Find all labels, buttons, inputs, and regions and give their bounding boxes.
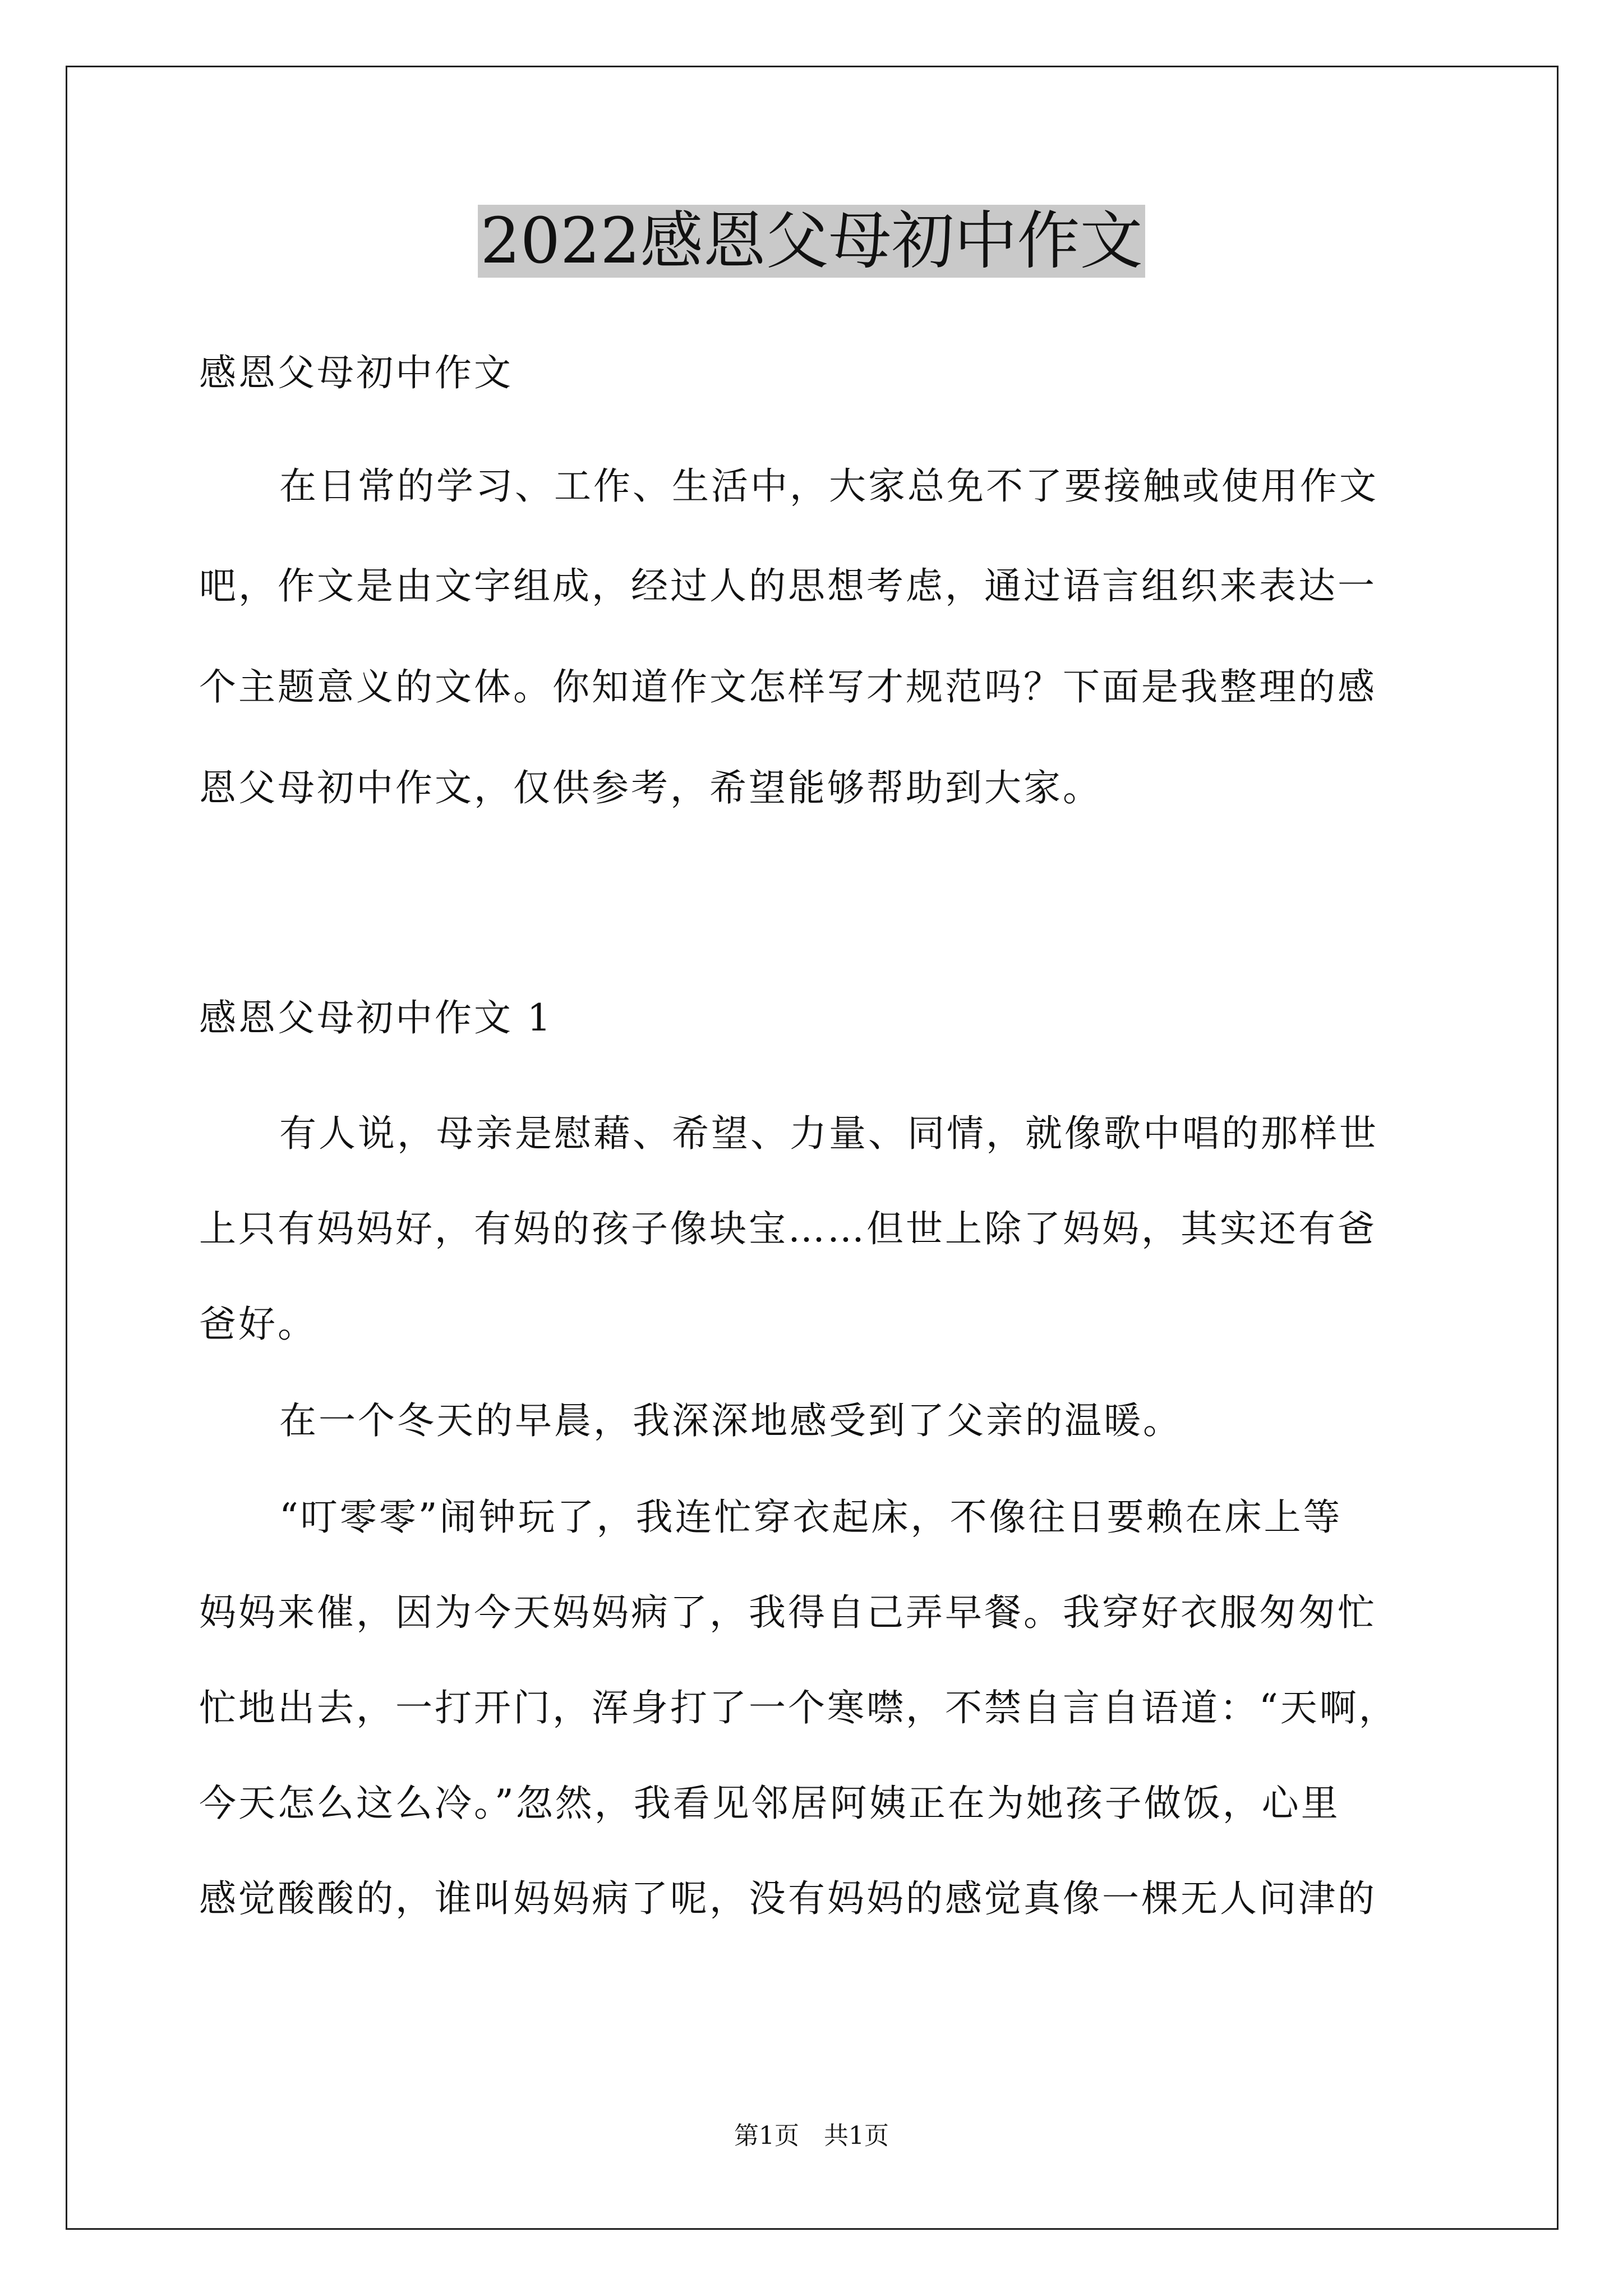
paragraph-line: 今天怎么这么冷。”忽然，我看见邻居阿姨正在为她孩子做饭，心里 — [199, 1782, 1340, 1825]
paragraph-line: 妈妈来催，因为今天妈妈病了，我得自己弄早餐。我穿好衣服匆匆忙 — [199, 1591, 1377, 1634]
subtitle: 感恩父母初中作文 — [199, 351, 513, 394]
paragraph-line: 在一个冬天的早晨，我深深地感受到了父亲的温暖。 — [279, 1399, 1182, 1442]
intro-line: 个主题意义的文体。你知道作文怎样写才规范吗？下面是我整理的感 — [199, 665, 1377, 708]
paragraph-line: 有人说，母亲是慰藉、希望、力量、同情，就像歌中唱的那样世 — [279, 1112, 1378, 1155]
intro-line: 吧，作文是由文字组成，经过人的思想考虑，通过语言组织来表达一 — [199, 564, 1377, 608]
paragraph-line: 爸好。 — [199, 1303, 317, 1346]
paragraph-line: “叮零零”闹钟玩了，我连忙穿衣起床，不像往日要赖在床上等 — [279, 1496, 1343, 1539]
paragraph-line: 上只有妈妈好，有妈的孩子像块宝……但世上除了妈妈，其实还有爸 — [199, 1207, 1377, 1250]
paragraph-line: 忙地出去，一打开门，浑身打了一个寒噤，不禁自言自语道：“天啊， — [199, 1686, 1398, 1729]
title-highlight: 2022感恩父母初中作文 — [478, 205, 1145, 278]
document-title — [0, 202, 1623, 280]
intro-line: 恩父母初中作文，仅供参考，希望能够帮助到大家。 — [199, 766, 1102, 809]
section-heading: 感恩父母初中作文 1 — [199, 996, 553, 1039]
paragraph-line: 感觉酸酸的，谁叫妈妈病了呢，没有妈妈的感觉真像一棵无人问津的 — [199, 1877, 1377, 1920]
page-footer: 第1页 共1页 — [734, 2122, 889, 2150]
intro-line: 在日常的学习、工作、生活中，大家总免不了要接触或使用作文 — [279, 464, 1378, 508]
